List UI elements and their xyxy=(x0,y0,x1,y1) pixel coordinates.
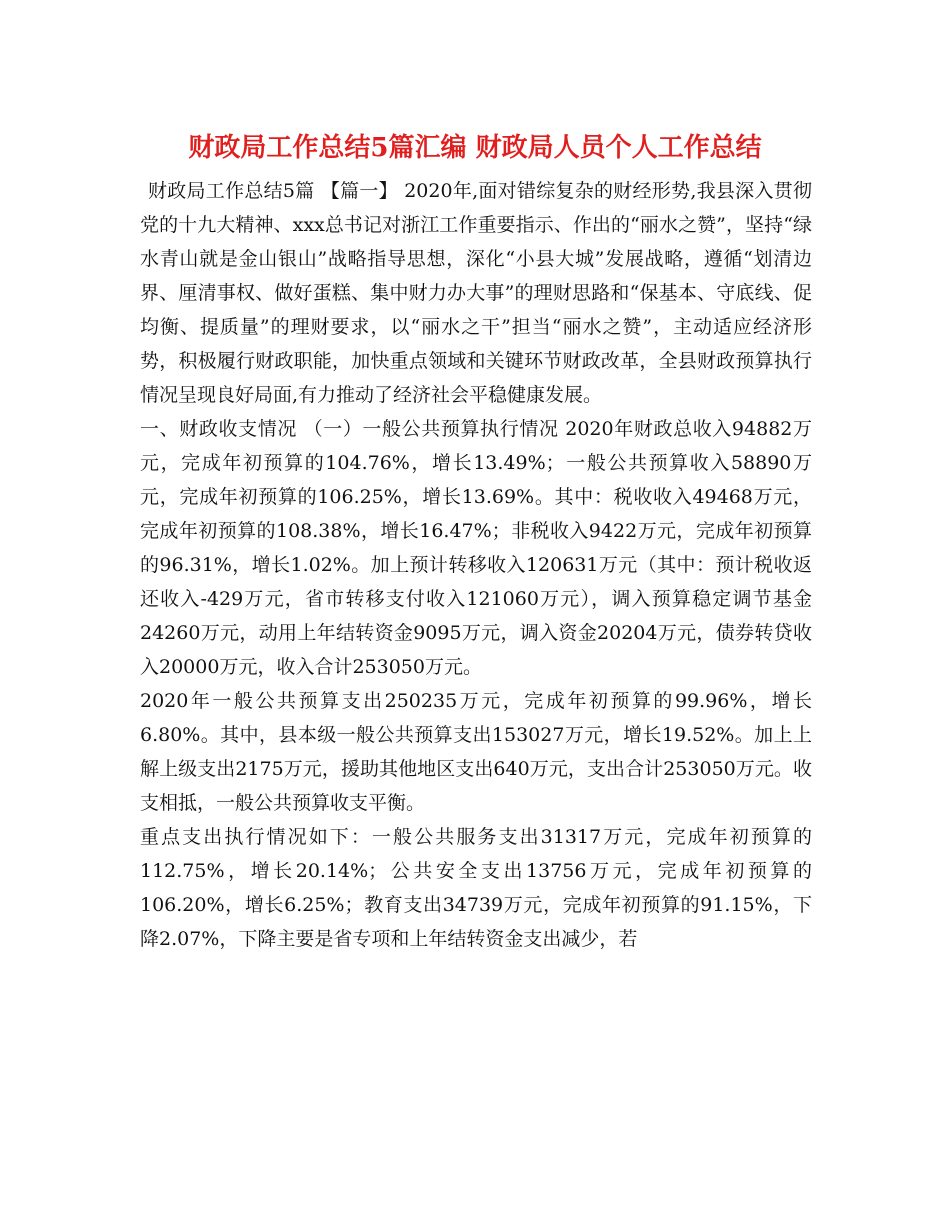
paragraph-key-expenditure: 重点支出执行情况如下：一般公共服务支出31317万元，完成年初预算的112.75%，增长20.14%；公共安全支出13756万元，完成年初预算的106.20%，增长6.25%；教育支出34739万元，完成年初预算的91.15%，下降2.07%，下降主要是省专项和上年结转资金支出减少，若 xyxy=(140,826,812,950)
document-body xyxy=(140,174,812,956)
paragraph-expenditure: 2020年一般公共预算支出250235万元，完成年初预算的99.96%，增长6.80%。其中，县本级一般公共预算支出153027万元，增长19.52%。加上上解上级支出2175万元，援助其他地区支出640万元，支出合计253050万元。收支相抵，一般公共预算收支平衡。 xyxy=(140,690,812,814)
paragraph-intro: 财政局工作总结5篇 【篇一】 2020年,面对错综复杂的财经形势,我县深入贯彻党的十九大精神、xxx总书记对浙江工作重要指示、作出的“丽水之赞”，坚持“绿水青山就是金山银山”战略指导思想，深化“小县大城”发展战略，遵循“划清边界、厘清事权、做好蛋糕、集中财力办大事”的理财思路和“保基本、守底线、促均衡、提质量”的理财要求，以“丽水之干”担当“丽水之赞”，主动适应经济形势，积极履行财政职能，加快重点领域和关键环节财政改革，全县财政预算执行情况呈现良好局面,有力推动了经济社会平稳健康发展。 xyxy=(140,180,812,406)
paragraph-revenue: 一、财政收支情况 （一）一般公共预算执行情况 2020年财政总收入94882万元，完成年初预算的104.76%，增长13.49%；一般公共预算收入58890万元，完成年初预算的106.25%，增长13.69%。其中：税收收入49468万元，完成年初预算的108.38%，增长16.47%；非税收入9422万元，完成年初预算的96.31%，增长1.02%。加上预计转移收入120631万元（其中：预计税收返还收入-429万元，省市转移支付收入121060万元），调入预算稳定调节基金24260万元，动用上年结转资金9095万元，调入资金20204万元，债券转贷收入20000万元，收入合计253050万元。 xyxy=(140,418,812,678)
document-title: 财政局工作总结5篇汇编 财政局人员个人工作总结 xyxy=(188,133,762,163)
